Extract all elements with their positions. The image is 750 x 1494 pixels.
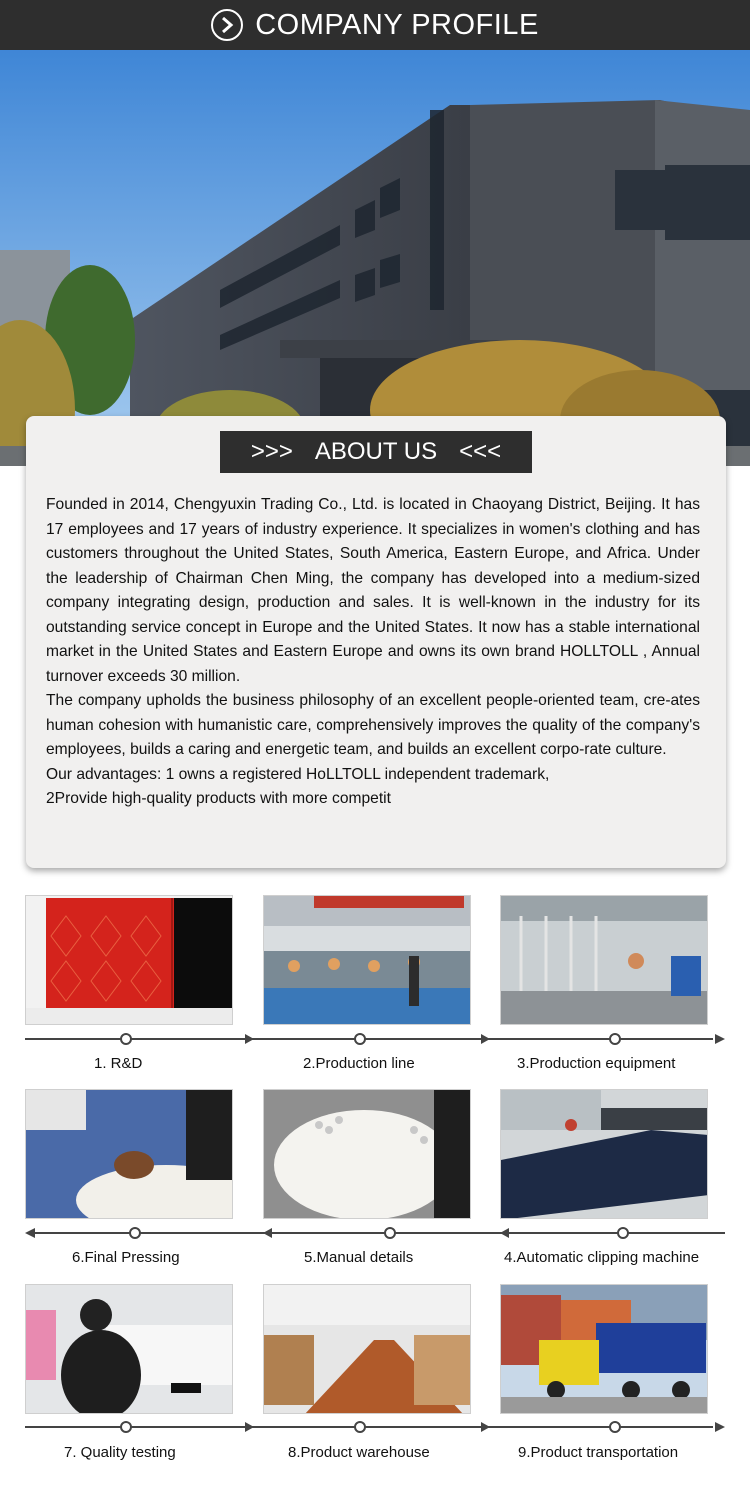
- product-warehouse-photo: [263, 1284, 471, 1414]
- left-marks: >>>: [250, 438, 293, 465]
- production-line-photo: [263, 895, 471, 1025]
- step-label: 4.Automatic clipping machine: [504, 1249, 700, 1266]
- company-building-photo: [0, 50, 750, 466]
- step-label: 2.Production line: [303, 1055, 415, 1072]
- step-label: 5.Manual details: [304, 1249, 414, 1266]
- final-pressing-photo: [25, 1089, 233, 1219]
- timeline-row-3: [25, 1420, 725, 1434]
- automatic-clipping-machine-photo: [500, 1089, 708, 1219]
- about-us-card: [26, 416, 726, 868]
- timeline-row-2: [25, 1226, 725, 1240]
- step-label: 3.Production equipment: [517, 1055, 676, 1072]
- rd-photo: [25, 895, 233, 1025]
- chevron-circle-icon: [211, 9, 243, 41]
- about-us-title: ABOUT US: [314, 438, 438, 465]
- right-marks: <<<: [459, 438, 502, 465]
- about-paragraph: The company upholds the business philosophy of an excellent people-oriented team, cre-ates human cohesion with humanistic care, comprehensively improves the quality of the company's employees, builds a caring and energetic team, and builds an excellent corpo-rate culture.: [46, 692, 700, 758]
- about-us-text: [46, 493, 700, 812]
- step-label: 9.Product transportation: [518, 1444, 679, 1461]
- about-paragraph: Founded in 2014, Chengyuxin Trading Co., Ltd. is located in Chaoyang District, Beijing. It has 17 employees and 17 years of industry experience. It specializes in women's clothing and has customers throughout the United States, South America, Eastern Europe, and Africa. Under the leadership of Chairman Chen Ming, the company has developed into a medium-sized company integrating design, production and sales. It is well-known in the industry for its outstanding service concept in Europe and the United States. It now has a stable international market in the United States and Eastern Europe and owns its own brand HOLLTOLL , Annual turnover exceeds 30 million.: [46, 496, 700, 685]
- product-transportation-photo: [500, 1284, 708, 1414]
- about-us-heading: [220, 431, 532, 473]
- step-label: 7. Quality testing: [64, 1444, 176, 1461]
- quality-testing-photo: [25, 1284, 233, 1414]
- timeline-row-1: [25, 1032, 725, 1046]
- page-title: COMPANY PROFILE: [255, 8, 539, 41]
- about-paragraph: 2Provide high-quality products with more competit: [46, 790, 391, 807]
- step-label: 6.Final Pressing: [72, 1249, 180, 1266]
- production-equipment-photo: [500, 895, 708, 1025]
- about-paragraph: Our advantages: 1 owns a registered HoLLTOLL independent trademark,: [46, 765, 550, 783]
- page-header: [0, 0, 750, 50]
- step-label: 1. R&D: [94, 1055, 143, 1072]
- step-label: 8.Product warehouse: [288, 1444, 430, 1461]
- manual-details-photo: [263, 1089, 471, 1219]
